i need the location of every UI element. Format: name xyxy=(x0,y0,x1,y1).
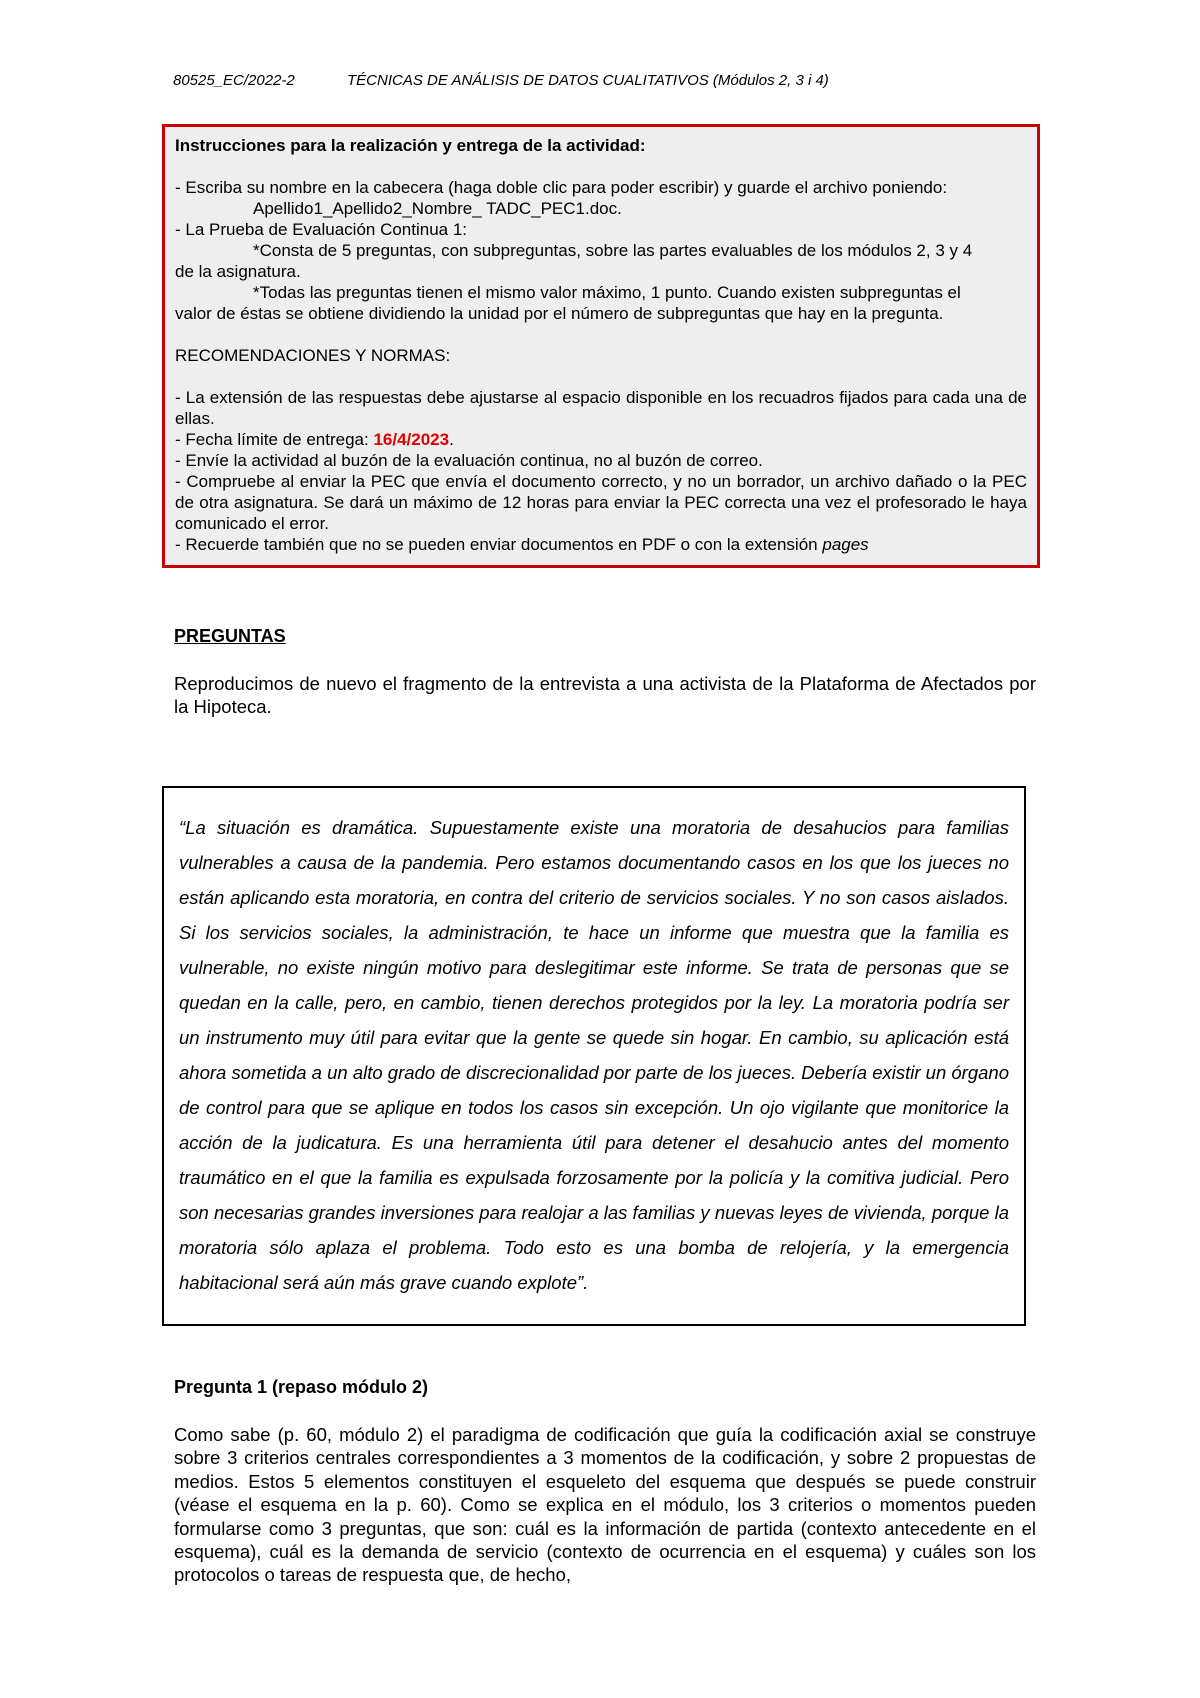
interview-quote-box xyxy=(162,786,1026,1326)
instruction-line: - La Prueba de Evaluación Continua 1: xyxy=(175,220,468,239)
instructions-title: Instrucciones para la realización y entrega de la actividad: xyxy=(175,136,646,155)
course-code: 80525_EC/2022-2 xyxy=(173,72,295,89)
instruction-bullet: *Consta de 5 preguntas, con subpreguntas, sobre las partes evaluables de los módulos 2, 3 y 4 de la asignatura. xyxy=(175,241,973,281)
recommendations-heading: RECOMENDACIONES Y NORMAS: xyxy=(175,346,451,365)
section-title: PREGUNTAS xyxy=(174,626,286,646)
rule-item: - Envíe la actividad al buzón de la evaluación continua, no al buzón de correo. xyxy=(175,451,763,470)
question-1-title: Pregunta 1 (repaso módulo 2) xyxy=(174,1377,429,1397)
rule-item: - La extensión de las respuestas debe ajustarse al espacio disponible en los recuadros fijados para cada una de ellas. xyxy=(175,388,1027,428)
running-header xyxy=(173,72,829,89)
rule-item: - Compruebe al enviar la PEC que envía el documento correcto, y no un borrador, un archivo dañado o la PEC de otra asignatura. Se dará un máximo de 12 horas para enviar la PEC correcta una vez el profesorado le haya comunicado el error. xyxy=(175,472,1027,533)
instruction-bullet: *Todas las preguntas tienen el mismo valor máximo, 1 punto. Cuando existen subpreguntas el valor de éstas se obtiene dividiendo la unidad por el número de subpreguntas que hay en la pregunta. xyxy=(175,283,961,323)
instructions-box xyxy=(162,124,1040,568)
deadline-date: 16/4/2023 xyxy=(373,430,450,449)
interview-quote: “La situación es dramática. Supuestamente existe una moratoria de desahucios para familias vulnerables a causa de la pandemia. Pero estamos documentando casos en los que los jueces no están aplicando esta moratoria, en contra del criterio de servicios sociales. Y no son casos aislados. Si los servicios sociales, la administración, te hace un informe que muestra que la familia es vulnerable, no existe ningún motivo para deslegitimar este informe. Se trata de personas que se quedan en la calle, pero, en cambio, tienen derechos protegidos por la ley. La moratoria podría ser un instrumento muy útil para evitar que la gente se quede sin hogar. En cambio, su aplicación está ahora sometida a un alto grado de discrecionalidad por parte de los jueces. Debería existir un órgano de control para que se aplique en todos los casos sin excepción. Un ojo vigilante que monitorice la acción de la judicatura. Es una herramienta útil para detener el desahucio antes del momento traumático en el que la familia es expulsada forzosamente por la policía y la comitiva judicial. Pero son necesarias grandes inversiones para realojar a las familias y nuevas leyes de vivienda, porque la moratoria sólo aplaza el problema. Todo esto es una bomba de relojería, y la emergencia habitacional será aún más grave cuando explote”. xyxy=(179,817,1009,1293)
deadline-rule: - Fecha límite de entrega: 16/4/2023. xyxy=(175,430,454,449)
intro-paragraph: Reproducimos de nuevo el fragmento de la entrevista a una activista de la Plataforma de Afectados por la Hipoteca. xyxy=(174,673,1036,717)
question-1-body: Como sabe (p. 60, módulo 2) el paradigma de codificación que guía la codificación axial se construye sobre 3 criterios centrales correspondientes a 3 momentos de la codificación, y sobre 2 propuestas de medios. Estos 5 elementos constituyen el esqueleto del esquema que después se puede construir (véase el esquema en la p. 60). Como se explica en el módulo, los 3 criterios o momentos pueden formularse como 3 preguntas, que son: cuál es la información de partida (contexto antecedente en el esquema), cuál es la demanda de servicio (contexto de ocurrencia en el esquema) y cuáles son los protocolos o tareas de respuesta que, de hecho, xyxy=(174,1424,1036,1586)
filename-format: Apellido1_Apellido2_Nombre_ TADC_PEC1.doc. xyxy=(253,199,622,218)
course-title: TÉCNICAS DE ANÁLISIS DE DATOS CUALITATIVOS (Módulos 2, 3 i 4) xyxy=(347,72,829,89)
rule-item: - Recuerde también que no se pueden enviar documentos en PDF o con la extensión pages xyxy=(175,535,869,554)
instruction-line: - Escriba su nombre en la cabecera (haga doble clic para poder escribir) y guarde el archivo poniendo: xyxy=(175,178,948,197)
